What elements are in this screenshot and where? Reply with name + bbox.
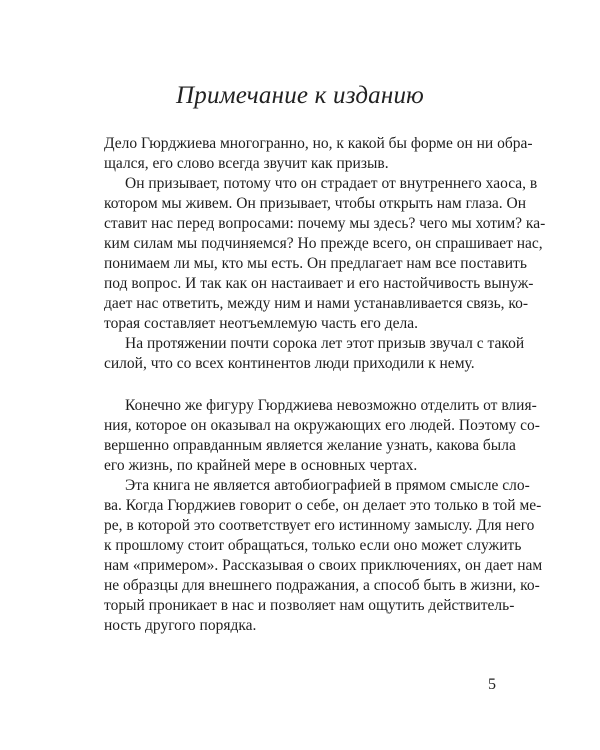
text-line: ре, в которой это соответствует его истинному замыслу. Для него [104, 517, 535, 534]
text-line: котором мы живем. Он призывает, чтобы открыть нам глаза. Он [104, 195, 527, 212]
text-line: понимаем ли мы, кто мы есть. Он предлагает нам все поставить [104, 255, 527, 272]
text-line: ность другого порядка. [104, 617, 257, 634]
text-line: ния, которое он оказывал на окружающих его людей. Поэтому со- [104, 417, 540, 434]
text-line: щался, его слово всегда звучит как призыв. [104, 155, 389, 172]
text-line: его жизнь, по крайней мере в основных чертах. [104, 457, 418, 474]
text-line: к прошлому стоит обращаться, только если оно может служить [104, 537, 522, 554]
text-line: торая составляет неотъемлемую часть его дела. [104, 315, 419, 332]
text-line: не образцы для внешнего подражания, а способ быть в жизни, ко- [104, 577, 540, 594]
text-line: торый проникает в нас и позволяет нам ощутить действитель- [104, 597, 515, 614]
page-number: 5 [488, 676, 496, 693]
text-line: под вопрос. И так как он настаивает и его настойчивость вынуж- [104, 275, 534, 292]
text-line: Конечно же фигуру Гюрджиева невозможно отделить от влия- [125, 397, 537, 414]
text-line: дает нас ответить, между ним и нами устанавливается связь, ко- [104, 295, 529, 312]
text-line: силой, что со всех континентов люди приходили к нему. [104, 355, 475, 372]
text-line: Он призывает, потому что он страдает от внутреннего хаоса, в [125, 175, 538, 192]
text-line: ким силам мы подчиняемся? Но прежде всего, он спрашивает нас, [104, 235, 543, 252]
text-line: нам «примером». Рассказывая о своих приключениях, он дает нам [104, 557, 543, 574]
text-line: Эта книга не является автобиографией в прямом смысле сло- [125, 477, 530, 494]
text-line: вершенно оправданным является желание узнать, какова была [104, 437, 516, 454]
page-title: Примечание к изданию [176, 82, 424, 109]
text-line: ставит нас перед вопросами: почему мы здесь? чего мы хотим? ка- [104, 215, 546, 232]
text-line: Дело Гюрджиева многогранно, но, к какой бы форме он ни обра- [104, 135, 533, 152]
text-line: ва. Когда Гюрджиев говорит о себе, он делает это только в той ме- [104, 497, 542, 514]
text-line: На протяжении почти сорока лет этот призыв звучал с такой [125, 335, 525, 352]
